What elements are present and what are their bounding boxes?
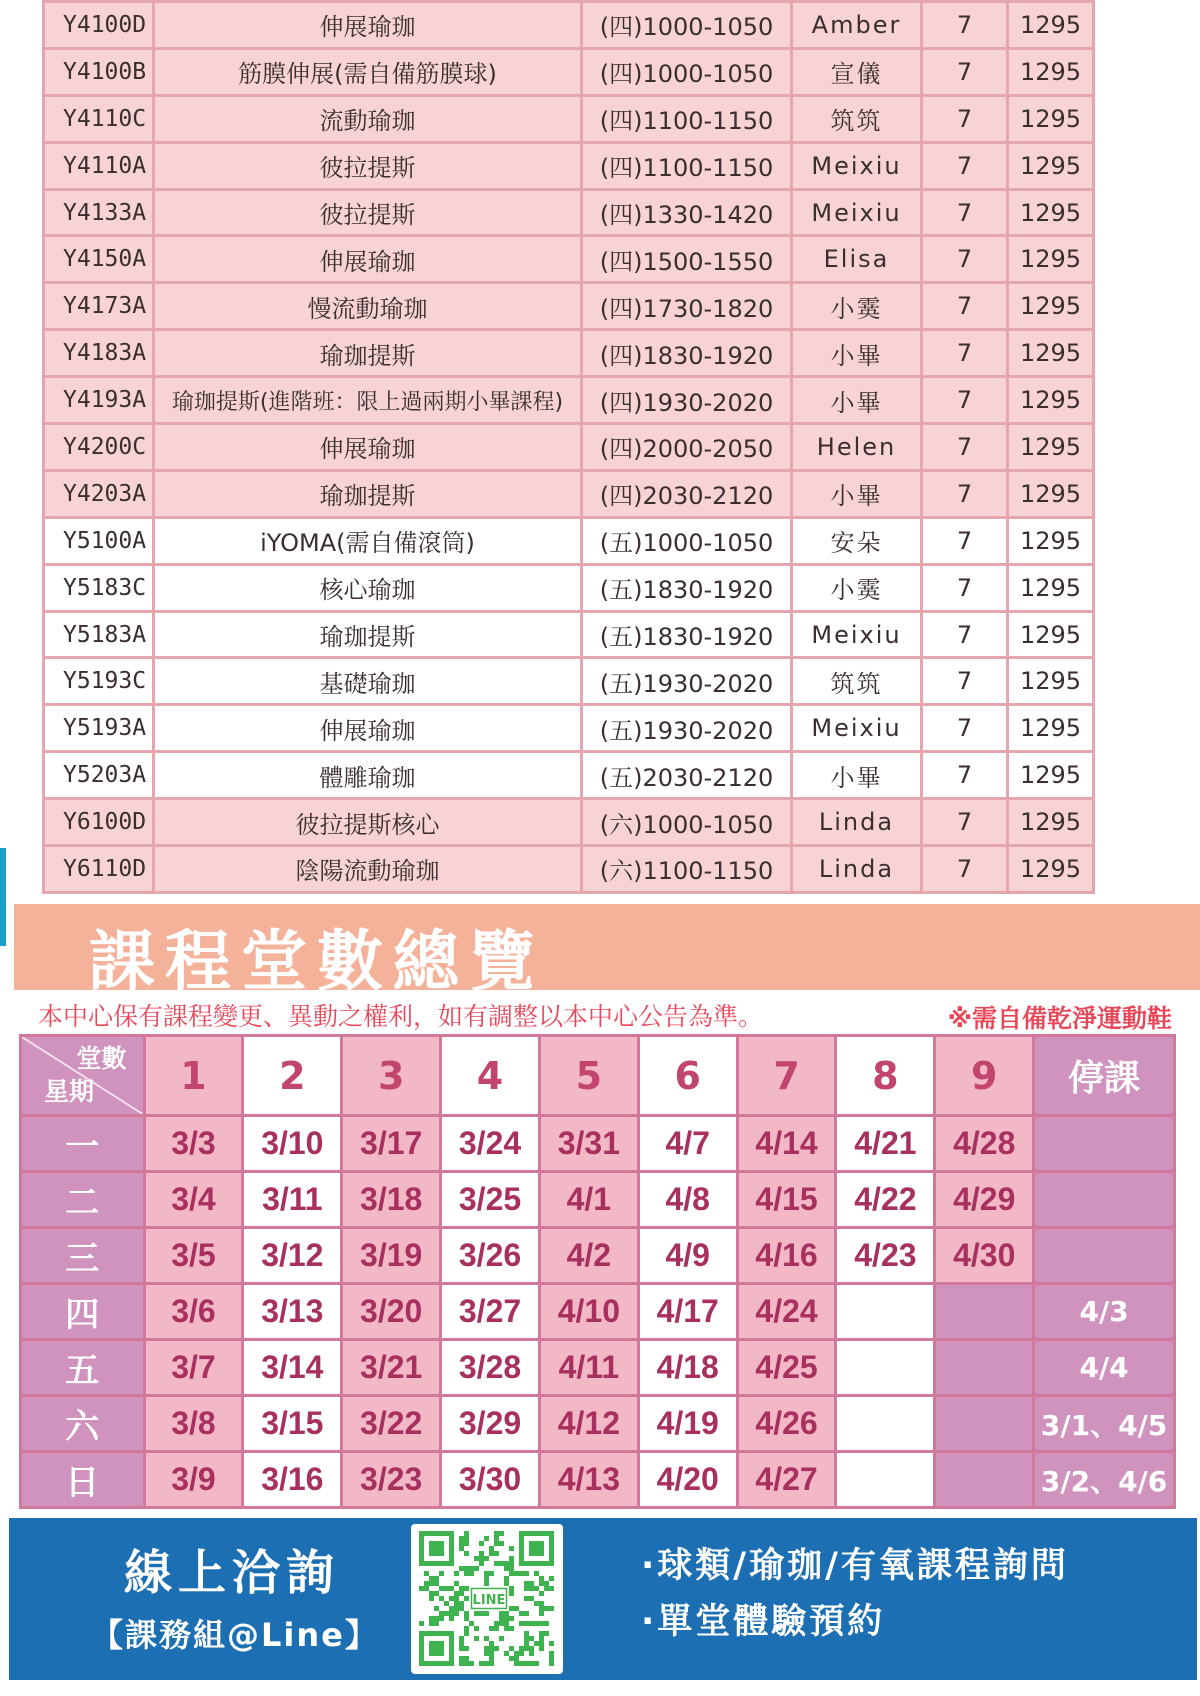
session-number-header: 3 bbox=[342, 1036, 441, 1116]
weekday-row bbox=[21, 1396, 1175, 1452]
course-row bbox=[44, 2, 1094, 49]
session-number-header: 8 bbox=[836, 1036, 935, 1116]
course-row bbox=[44, 236, 1094, 283]
course-row bbox=[44, 611, 1094, 658]
date-cell: 3/30 bbox=[441, 1452, 540, 1508]
course-sessions: 7 bbox=[922, 752, 1008, 799]
course-price: 1295 bbox=[1008, 330, 1094, 377]
date-cell: 3/6 bbox=[144, 1284, 243, 1340]
course-sessions: 7 bbox=[922, 846, 1008, 893]
course-teacher: Meixiu bbox=[792, 705, 922, 752]
course-time: (四)1930-2020 bbox=[582, 377, 792, 424]
date-cell: 4/14 bbox=[737, 1116, 836, 1172]
course-name: 彼拉提斯核心 bbox=[154, 799, 582, 846]
course-teacher: 小畢 bbox=[792, 330, 922, 377]
course-table bbox=[42, 0, 1095, 894]
course-teacher: 安朵 bbox=[792, 517, 922, 564]
course-price: 1295 bbox=[1008, 470, 1094, 517]
corner-cell bbox=[21, 1036, 145, 1116]
weekday-label: 三 bbox=[21, 1228, 145, 1284]
course-time: (五)2030-2120 bbox=[582, 752, 792, 799]
course-code: Y4193A bbox=[44, 377, 154, 424]
footer-title: 線上洽詢 bbox=[124, 1545, 341, 1601]
date-cell: 4/29 bbox=[935, 1172, 1034, 1228]
date-cell: 3/11 bbox=[243, 1172, 342, 1228]
course-teacher: 小霙 bbox=[792, 283, 922, 330]
date-cell: 4/24 bbox=[737, 1284, 836, 1340]
course-name: 瑜珈提斯 bbox=[154, 470, 582, 517]
weekday-label: 六 bbox=[21, 1396, 145, 1452]
course-teacher: Amber bbox=[792, 2, 922, 49]
course-time: (四)1100-1150 bbox=[582, 142, 792, 189]
course-code: Y5100A bbox=[44, 517, 154, 564]
date-cell: 4/8 bbox=[638, 1172, 737, 1228]
course-teacher: 小畢 bbox=[792, 377, 922, 424]
cancel-header: 停課 bbox=[1034, 1036, 1175, 1116]
date-cell: 3/27 bbox=[441, 1284, 540, 1340]
course-code: Y5203A bbox=[44, 752, 154, 799]
date-cell: 4/23 bbox=[836, 1228, 935, 1284]
course-teacher: 筑筑 bbox=[792, 95, 922, 142]
course-sessions: 7 bbox=[922, 658, 1008, 705]
date-cell: 4/13 bbox=[539, 1452, 638, 1508]
course-price: 1295 bbox=[1008, 236, 1094, 283]
course-name: 彼拉提斯 bbox=[154, 142, 582, 189]
shoe-note: ※需自備乾淨運動鞋 bbox=[947, 1004, 1172, 1033]
date-cell: 3/18 bbox=[342, 1172, 441, 1228]
course-code: Y4200C bbox=[44, 424, 154, 471]
date-cell: 4/10 bbox=[539, 1284, 638, 1340]
weekday-row bbox=[21, 1172, 1175, 1228]
course-code: Y4110A bbox=[44, 142, 154, 189]
date-cell: 4/27 bbox=[737, 1452, 836, 1508]
course-code: Y4100D bbox=[44, 2, 154, 49]
course-teacher: Linda bbox=[792, 799, 922, 846]
course-name: 伸展瑜珈 bbox=[154, 2, 582, 49]
course-price: 1295 bbox=[1008, 658, 1094, 705]
course-price: 1295 bbox=[1008, 799, 1094, 846]
date-cell: 3/14 bbox=[243, 1340, 342, 1396]
date-cell bbox=[935, 1396, 1034, 1452]
course-name: 慢流動瑜珈 bbox=[154, 283, 582, 330]
weekday-row bbox=[21, 1228, 1175, 1284]
cancel-date-cell: 4/4 bbox=[1034, 1340, 1175, 1396]
left-accent-bar bbox=[0, 848, 6, 946]
cancel-date-cell bbox=[1034, 1228, 1175, 1284]
footer-subtitle: 【課務組@Line】 bbox=[91, 1616, 379, 1654]
course-time: (四)1500-1550 bbox=[582, 236, 792, 283]
date-cell: 4/25 bbox=[737, 1340, 836, 1396]
course-code: Y4173A bbox=[44, 283, 154, 330]
course-name: 瑜珈提斯(進階班：限上過兩期小畢課程) bbox=[154, 377, 582, 424]
corner-label-sessions: 堂數 bbox=[76, 1044, 127, 1073]
date-cell: 3/16 bbox=[243, 1452, 342, 1508]
date-cell: 3/21 bbox=[342, 1340, 441, 1396]
date-cell bbox=[836, 1340, 935, 1396]
course-code: Y5193A bbox=[44, 705, 154, 752]
course-name: 瑜珈提斯 bbox=[154, 611, 582, 658]
course-teacher: 小霙 bbox=[792, 564, 922, 611]
session-number-header: 5 bbox=[539, 1036, 638, 1116]
course-time: (五)1830-1920 bbox=[582, 611, 792, 658]
session-number-header: 7 bbox=[737, 1036, 836, 1116]
date-cell: 3/8 bbox=[144, 1396, 243, 1452]
course-row bbox=[44, 330, 1094, 377]
date-cell: 3/10 bbox=[243, 1116, 342, 1172]
course-sessions: 7 bbox=[922, 564, 1008, 611]
weekday-row bbox=[21, 1340, 1175, 1396]
date-cell: 4/22 bbox=[836, 1172, 935, 1228]
course-name: 流動瑜珈 bbox=[154, 95, 582, 142]
session-number-header: 9 bbox=[935, 1036, 1034, 1116]
date-cell bbox=[836, 1396, 935, 1452]
weekday-label: 二 bbox=[21, 1172, 145, 1228]
course-sessions: 7 bbox=[922, 283, 1008, 330]
course-row bbox=[44, 95, 1094, 142]
date-cell: 3/20 bbox=[342, 1284, 441, 1340]
date-cell: 4/26 bbox=[737, 1396, 836, 1452]
course-price: 1295 bbox=[1008, 2, 1094, 49]
course-code: Y4133A bbox=[44, 189, 154, 236]
line-qr-code-icon[interactable] bbox=[411, 1524, 563, 1674]
course-time: (六)1000-1050 bbox=[582, 799, 792, 846]
footer-banner bbox=[9, 1518, 1197, 1680]
course-code: Y4100B bbox=[44, 48, 154, 95]
course-sessions: 7 bbox=[922, 611, 1008, 658]
course-row bbox=[44, 48, 1094, 95]
course-teacher: Meixiu bbox=[792, 611, 922, 658]
course-price: 1295 bbox=[1008, 95, 1094, 142]
date-cell: 3/9 bbox=[144, 1452, 243, 1508]
course-row bbox=[44, 658, 1094, 705]
date-cell: 4/12 bbox=[539, 1396, 638, 1452]
course-sessions: 7 bbox=[922, 377, 1008, 424]
cancel-date-cell bbox=[1034, 1116, 1175, 1172]
course-sessions: 7 bbox=[922, 705, 1008, 752]
date-cell: 4/1 bbox=[539, 1172, 638, 1228]
course-price: 1295 bbox=[1008, 424, 1094, 471]
cancel-date-cell: 3/1、4/5 bbox=[1034, 1396, 1175, 1452]
course-teacher: Helen bbox=[792, 424, 922, 471]
cancel-date-cell: 4/3 bbox=[1034, 1284, 1175, 1340]
course-time: (四)1330-1420 bbox=[582, 189, 792, 236]
course-time: (四)1100-1150 bbox=[582, 95, 792, 142]
date-cell bbox=[935, 1452, 1034, 1508]
course-code: Y4183A bbox=[44, 330, 154, 377]
course-price: 1295 bbox=[1008, 846, 1094, 893]
course-name: 伸展瑜珈 bbox=[154, 705, 582, 752]
session-number-header: 2 bbox=[243, 1036, 342, 1116]
course-code: Y4150A bbox=[44, 236, 154, 283]
date-cell: 3/3 bbox=[144, 1116, 243, 1172]
course-row bbox=[44, 846, 1094, 893]
course-code: Y5193C bbox=[44, 658, 154, 705]
date-cell: 3/5 bbox=[144, 1228, 243, 1284]
date-cell: 4/9 bbox=[638, 1228, 737, 1284]
course-price: 1295 bbox=[1008, 564, 1094, 611]
date-cell: 4/18 bbox=[638, 1340, 737, 1396]
course-row bbox=[44, 377, 1094, 424]
course-row bbox=[44, 283, 1094, 330]
course-sessions: 7 bbox=[922, 189, 1008, 236]
course-row bbox=[44, 752, 1094, 799]
date-cell: 4/7 bbox=[638, 1116, 737, 1172]
session-number-header: 6 bbox=[638, 1036, 737, 1116]
date-cell bbox=[935, 1340, 1034, 1396]
course-sessions: 7 bbox=[922, 2, 1008, 49]
course-sessions: 7 bbox=[922, 799, 1008, 846]
course-row bbox=[44, 189, 1094, 236]
course-time: (四)1000-1050 bbox=[582, 2, 792, 49]
course-price: 1295 bbox=[1008, 752, 1094, 799]
date-cell: 3/26 bbox=[441, 1228, 540, 1284]
course-name: 陰陽流動瑜珈 bbox=[154, 846, 582, 893]
qr-graphic bbox=[411, 1524, 563, 1674]
course-row bbox=[44, 517, 1094, 564]
footer-bullet-courses: ·球類/瑜珈/有氧課程詢問 bbox=[641, 1546, 1069, 1586]
corner-label-weekday: 星期 bbox=[44, 1077, 95, 1106]
course-price: 1295 bbox=[1008, 705, 1094, 752]
notice-text: 本中心保有課程變更、異動之權利，如有調整以本中心公告為準。 bbox=[38, 1002, 764, 1031]
date-cell: 3/24 bbox=[441, 1116, 540, 1172]
course-row bbox=[44, 470, 1094, 517]
course-time: (四)1000-1050 bbox=[582, 48, 792, 95]
course-time: (五)1000-1050 bbox=[582, 517, 792, 564]
date-cell: 4/17 bbox=[638, 1284, 737, 1340]
course-code: Y6100D bbox=[44, 799, 154, 846]
course-name: 體雕瑜珈 bbox=[154, 752, 582, 799]
date-cell: 4/11 bbox=[539, 1340, 638, 1396]
course-price: 1295 bbox=[1008, 283, 1094, 330]
course-price: 1295 bbox=[1008, 517, 1094, 564]
footer-bullet-trial: ·單堂體驗預約 bbox=[641, 1602, 886, 1642]
date-cell: 4/30 bbox=[935, 1228, 1034, 1284]
date-cell: 4/21 bbox=[836, 1116, 935, 1172]
course-row bbox=[44, 705, 1094, 752]
date-cell bbox=[836, 1284, 935, 1340]
course-row bbox=[44, 564, 1094, 611]
course-teacher: 宣儀 bbox=[792, 48, 922, 95]
course-sessions: 7 bbox=[922, 517, 1008, 564]
date-cell: 3/4 bbox=[144, 1172, 243, 1228]
course-sessions: 7 bbox=[922, 236, 1008, 283]
date-cell bbox=[836, 1452, 935, 1508]
course-teacher: Meixiu bbox=[792, 189, 922, 236]
weekday-label: 五 bbox=[21, 1340, 145, 1396]
course-name: 彼拉提斯 bbox=[154, 189, 582, 236]
course-row bbox=[44, 799, 1094, 846]
cancel-date-cell: 3/2、4/6 bbox=[1034, 1452, 1175, 1508]
course-price: 1295 bbox=[1008, 48, 1094, 95]
course-name: 伸展瑜珈 bbox=[154, 424, 582, 471]
course-price: 1295 bbox=[1008, 142, 1094, 189]
course-price: 1295 bbox=[1008, 377, 1094, 424]
date-cell: 4/15 bbox=[737, 1172, 836, 1228]
course-teacher: Elisa bbox=[792, 236, 922, 283]
course-sessions: 7 bbox=[922, 48, 1008, 95]
date-cell: 3/22 bbox=[342, 1396, 441, 1452]
date-cell: 3/23 bbox=[342, 1452, 441, 1508]
course-name: 核心瑜珈 bbox=[154, 564, 582, 611]
course-name: 基礎瑜珈 bbox=[154, 658, 582, 705]
session-number-header: 1 bbox=[144, 1036, 243, 1116]
course-teacher: 小畢 bbox=[792, 470, 922, 517]
date-cell: 3/13 bbox=[243, 1284, 342, 1340]
course-price: 1295 bbox=[1008, 189, 1094, 236]
course-code: Y4110C bbox=[44, 95, 154, 142]
date-cell: 3/31 bbox=[539, 1116, 638, 1172]
course-sessions: 7 bbox=[922, 330, 1008, 377]
weekday-label: 日 bbox=[21, 1452, 145, 1508]
weekday-row bbox=[21, 1284, 1175, 1340]
qr-line-label: LINE bbox=[472, 1593, 506, 1608]
course-code: Y6110D bbox=[44, 846, 154, 893]
course-time: (四)1730-1820 bbox=[582, 283, 792, 330]
course-row bbox=[44, 142, 1094, 189]
course-time: (五)1830-1920 bbox=[582, 564, 792, 611]
schedule-grid bbox=[19, 1034, 1176, 1509]
date-cell: 3/7 bbox=[144, 1340, 243, 1396]
course-time: (六)1100-1150 bbox=[582, 846, 792, 893]
course-price: 1295 bbox=[1008, 611, 1094, 658]
course-sessions: 7 bbox=[922, 95, 1008, 142]
date-cell: 3/28 bbox=[441, 1340, 540, 1396]
course-sessions: 7 bbox=[922, 142, 1008, 189]
course-name: 伸展瑜珈 bbox=[154, 236, 582, 283]
date-cell: 3/15 bbox=[243, 1396, 342, 1452]
weekday-row bbox=[21, 1452, 1175, 1508]
course-row bbox=[44, 424, 1094, 471]
weekday-label: 一 bbox=[21, 1116, 145, 1172]
course-sessions: 7 bbox=[922, 424, 1008, 471]
date-cell: 3/12 bbox=[243, 1228, 342, 1284]
course-time: (五)1930-2020 bbox=[582, 658, 792, 705]
overview-title: 課程堂數總覽 bbox=[89, 923, 545, 1000]
date-cell: 4/16 bbox=[737, 1228, 836, 1284]
course-code: Y5183A bbox=[44, 611, 154, 658]
cancel-date-cell bbox=[1034, 1172, 1175, 1228]
course-time: (四)1830-1920 bbox=[582, 330, 792, 377]
course-teacher: 筑筑 bbox=[792, 658, 922, 705]
date-cell: 4/2 bbox=[539, 1228, 638, 1284]
date-cell: 3/19 bbox=[342, 1228, 441, 1284]
course-teacher: 小畢 bbox=[792, 752, 922, 799]
course-time: (五)1930-2020 bbox=[582, 705, 792, 752]
date-cell: 3/25 bbox=[441, 1172, 540, 1228]
course-time: (四)2000-2050 bbox=[582, 424, 792, 471]
weekday-label: 四 bbox=[21, 1284, 145, 1340]
course-name: 筋膜伸展(需自備筋膜球) bbox=[154, 48, 582, 95]
course-code: Y4203A bbox=[44, 470, 154, 517]
overview-header-band bbox=[14, 904, 1200, 1000]
date-cell: 4/28 bbox=[935, 1116, 1034, 1172]
session-number-header: 4 bbox=[441, 1036, 540, 1116]
course-teacher: Meixiu bbox=[792, 142, 922, 189]
date-cell: 4/19 bbox=[638, 1396, 737, 1452]
course-time: (四)2030-2120 bbox=[582, 470, 792, 517]
course-code: Y5183C bbox=[44, 564, 154, 611]
course-teacher: Linda bbox=[792, 846, 922, 893]
course-sessions: 7 bbox=[922, 470, 1008, 517]
weekday-row bbox=[21, 1116, 1175, 1172]
course-name: iYOMA(需自備滾筒) bbox=[154, 517, 582, 564]
course-name: 瑜珈提斯 bbox=[154, 330, 582, 377]
date-cell bbox=[935, 1284, 1034, 1340]
date-cell: 3/29 bbox=[441, 1396, 540, 1452]
date-cell: 3/17 bbox=[342, 1116, 441, 1172]
date-cell: 4/20 bbox=[638, 1452, 737, 1508]
